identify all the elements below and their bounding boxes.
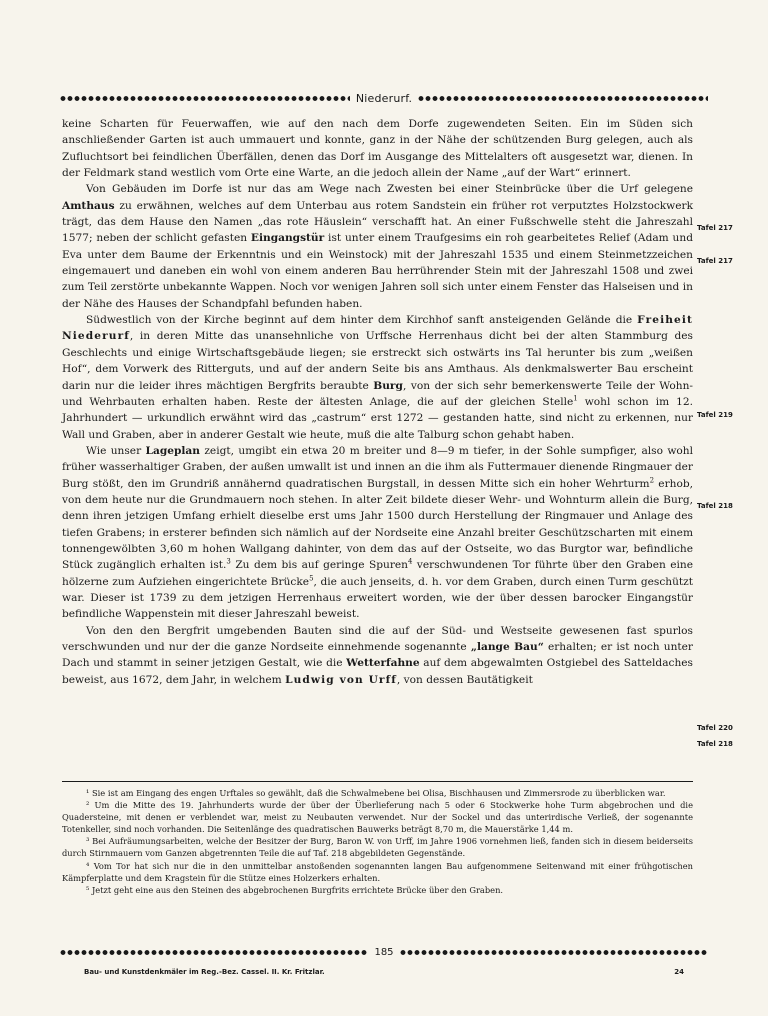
paragraph-2 — [62, 181, 693, 312]
text-run: Zu dem bis auf geringe Spuren — [230, 559, 408, 572]
footnotes — [62, 787, 693, 896]
paragraph-3 — [62, 312, 693, 443]
paragraph-1-text: keine Scharten für Feuerwaffen, wie auf den nach dem Dorfe zugewendeten Seiten. Ein im Süden sich anschließender Garten ist auch ummauert und konnte, ganz in der Nähe der schützenden Burg gelegen, auch als Zufluchtsort bei feindlichen Überfällen, denen das Dorf im Ausgange des Mittelalters oft ausgesetzt war, dienen. In der Feldmark stand westlich vom Orte eine Warte, an die jedoch allein der Name „auf der Wart“ erinnert. — [62, 118, 693, 180]
footnote-ref[interactable]: 3 — [226, 557, 231, 566]
imprint-title: Bau- und Kunstdenkmäler im Reg.-Bez. Cassel. II. Kr. Fritzlar. — [84, 968, 325, 976]
text-run: Wie unser — [86, 444, 146, 457]
text-run: , die auch jenseits, d. h. vor dem Graben, durch einen Turm geschützt war. Dieser ist 1739 zu dem jetzigen Herrenhaus erweitert worden, wie der über dessen barocker Eingangstür befindliche Wappenstein mit dieser Jahreszahl beweist. — [62, 575, 693, 621]
paragraph-4 — [62, 443, 693, 623]
footnote-ref[interactable]: 4 — [407, 557, 413, 566]
margin-note-tafel[interactable]: Tafel 218 — [697, 740, 733, 748]
text-run: , in deren Mitte das unansehnliche von Urffsche Herrenhaus dicht bei der alten Stammburg des Geschlechts und einige Wirtschaftsgebäude liegen; sie erstreckt sich ostwärts ins Tal herunter bis zum „weißen Hof“, dem Vorwerk des Ritterguts, und auf der andern Seite bis ans Amthaus. Als denkmalswerter Bau erscheint darin nur die leider ihres mächtigen Bergfrits beraubte — [62, 330, 693, 392]
bold-term-burg: Burg — [373, 379, 403, 392]
spaced-term-ludwig: Ludwig von Urff — [285, 673, 397, 686]
footnote-ref[interactable]: 5 — [309, 574, 314, 583]
header-ornament-right — [418, 95, 708, 102]
text-run: Von den den Bergfrit umgebenden Bauten sind die auf der Süd- und Westseite gewesenen fast spurlos verschwunden und nur der die ganze Nordseite einnehmende sogenannte — [62, 624, 693, 653]
bold-term-wetterfahne: Wetterfahne — [346, 657, 420, 670]
bold-term-lange-bau: „lange Bau“ — [470, 641, 544, 653]
text-run: , von der sich sehr bemerkenswerte Teile der Wohn- und Wehrbauten erhalten haben. Reste der ältesten Anlage, die auf der gleichen Stelle — [62, 379, 693, 408]
text-run: zeigt, umgibt ein etwa 20 m breiter und 8—9 m tiefer, in der Sohle sumpfiger, also wohl früher wasserhaltiger Graben, der außen umwallt ist und innen an die ihm als Futtermauer dienende Ringmauer der Burg stößt, den im Grundriß annähernd quadratischen Burgstall, in dessen Mitte sich ein hoher Wehrturm — [62, 444, 693, 490]
text-run: Von Gebäuden im Dorfe ist nur das am Wege nach Zwesten bei einer Steinbrücke über die Urf gelegene — [86, 183, 693, 196]
paragraph-5 — [62, 623, 693, 688]
footnote-ref[interactable]: 2 — [649, 476, 655, 485]
imprint-line — [84, 968, 684, 976]
footnote-5: ⁵ Jetzt geht eine aus den Steinen des abgebrochenen Burgfrits errichtete Brücke über den Graben. — [86, 884, 504, 895]
footnote-divider — [62, 781, 693, 782]
text-run: erhob, von dem heute nur die Grundmauern noch stehen. In alter Zeit bildete dieser Wehr- und Wohnturm allein die Burg, denn ihren jetzigen Umfang erhielt dieselbe erst ums Jahr 1500 durch Herstellung der Ringmauer und Anlage des tiefen Grabens; in ersterer befinden sich nämlich auf der Nordseite eine Anzahl breiter Geschützscharten mit einem tonnengewölbten 3,60 m hohen Wallgang dahinter, von dem das auf der Ostseite, wo das Burgtor war, befindliche Stück zugänglich erhalten ist. — [62, 477, 693, 572]
footnote-2: ² Um die Mitte des 19. Jahrhunderts wurde der über der Überlieferung nach 5 oder 6 Stockwerke hohe Turm abgebrochen und die Quadersteine, mit denen er verblendet war, meist zu Neubauten verwendet. Nur der Sockel und das unterirdische Verließ, der sogenannte Totenkeller, sind noch vorhanden. Die Seitenlänge des quadratischen Bauwerks beträgt 8,70 m, die Mauerstärke 1,44 m. — [62, 800, 693, 835]
footnote-3: ³ Bei Aufräumungsarbeiten, welche der Besitzer der Burg, Baron W. von Urff, im Jahre 1906 vornehmen ließ, fanden sich in diesem beiderseits durch Stirnmauern vom Ganzen abgetrennten Teile die auf Taf. 218 abgebildeten Gegenstände. — [62, 836, 693, 859]
text-run: , von dessen Bautätigkeit — [396, 673, 533, 686]
margin-note-tafel[interactable]: Tafel 217 — [697, 257, 733, 265]
signature-mark: 24 — [674, 968, 684, 976]
paragraph-1 — [62, 116, 693, 181]
header-title: Niederurf. — [355, 91, 413, 105]
text-run: erhalten; er ist noch unter Dach und stammt in seiner jetzigen Gestalt, wie die — [62, 641, 693, 670]
footer-ornament-left — [60, 949, 368, 956]
margin-note-tafel[interactable]: Tafel 218 — [697, 502, 733, 510]
bold-term-eingangstuer: Eingangstür — [250, 232, 325, 245]
margin-note-tafel[interactable]: Tafel 217 — [697, 224, 733, 232]
bold-term-amthaus: Amthaus — [62, 199, 115, 212]
text-run: verschwundenen Tor führte über den Graben eine hölzerne zum Aufziehen eingerichtete Brücke — [62, 559, 694, 588]
margin-note-tafel[interactable]: Tafel 219 — [697, 411, 733, 419]
footnote-ref[interactable]: 1 — [573, 394, 578, 403]
text-run: ist unter einem Traufgesims ein roh gearbeitetes Relief (Adam und Eva unter dem Baume der Erkenntnis und ein Weinstock) mit der Jahreszahl 1535 und einem Steinmetzzeichen eingemauert und daneben ein wohl von einem anderen Bau herrührender Stein mit der Jahreszahl 1508 und zwei zum Teil zerstörte unbekannte Wappen. Noch vor wenigen Jahren soll sich unter einem Fenster das Halseisen und in der Nähe des Hauses der Schandpfahl befunden haben. — [62, 232, 693, 310]
page-number: 185 — [374, 946, 394, 958]
spaced-term-freiheit: Freiheit Niederurf — [62, 314, 693, 343]
header-ornament-left — [60, 95, 350, 102]
footer-ornament-right — [400, 949, 708, 956]
text-run: Südwestlich von der Kirche beginnt auf dem hinter dem Kirchhof sanft ansteigenden Gelände die — [86, 314, 638, 327]
footnote-4: ⁴ Vom Tor hat sich nur die in den unmittelbar anstoßenden sogenannten langen Bau aufgenommene Seitenwand mit einer frühgotischen Kämpferplatte und dem Kragstein für die Stütze eines Holzerkers erhalten. — [62, 860, 693, 883]
text-run: auf dem abgewalmten Ostgiebel des Satteldaches beweist, aus 1672, dem Jahr, in welchem — [62, 657, 693, 686]
footnote-1: ¹ Sie ist am Eingang des engen Urftales so gewählt, daß die Schwalmebene bei Olisa, Bischhausen und Zimmersrode zu überblicken war. — [86, 788, 666, 798]
running-footer — [60, 945, 708, 959]
bold-term-lageplan: Lageplan — [145, 444, 200, 457]
text-run: zu erwähnen, welches auf dem Unterbau aus rotem Sandstein ein früher rot verputztes Holzstockwerk trägt, das dem Hause den Namen „das rote Häuslein“ verschafft hat. An einer Fußschwelle steht die Jahreszahl 1577; neben der schlicht gefasten — [62, 199, 693, 245]
main-text — [62, 116, 693, 688]
running-header — [60, 90, 708, 106]
margin-note-tafel[interactable]: Tafel 220 — [697, 724, 733, 732]
text-run: wohl schon im 12. Jahrhundert — urkundlich erwähnt wird das „castrum“ erst 1272 — gestanden hatte, sind nicht zu erkennen, nur Wall und Graben, aber in anderer Gestalt wie heute, muß die alte Talburg schon gehabt haben. — [62, 395, 693, 441]
